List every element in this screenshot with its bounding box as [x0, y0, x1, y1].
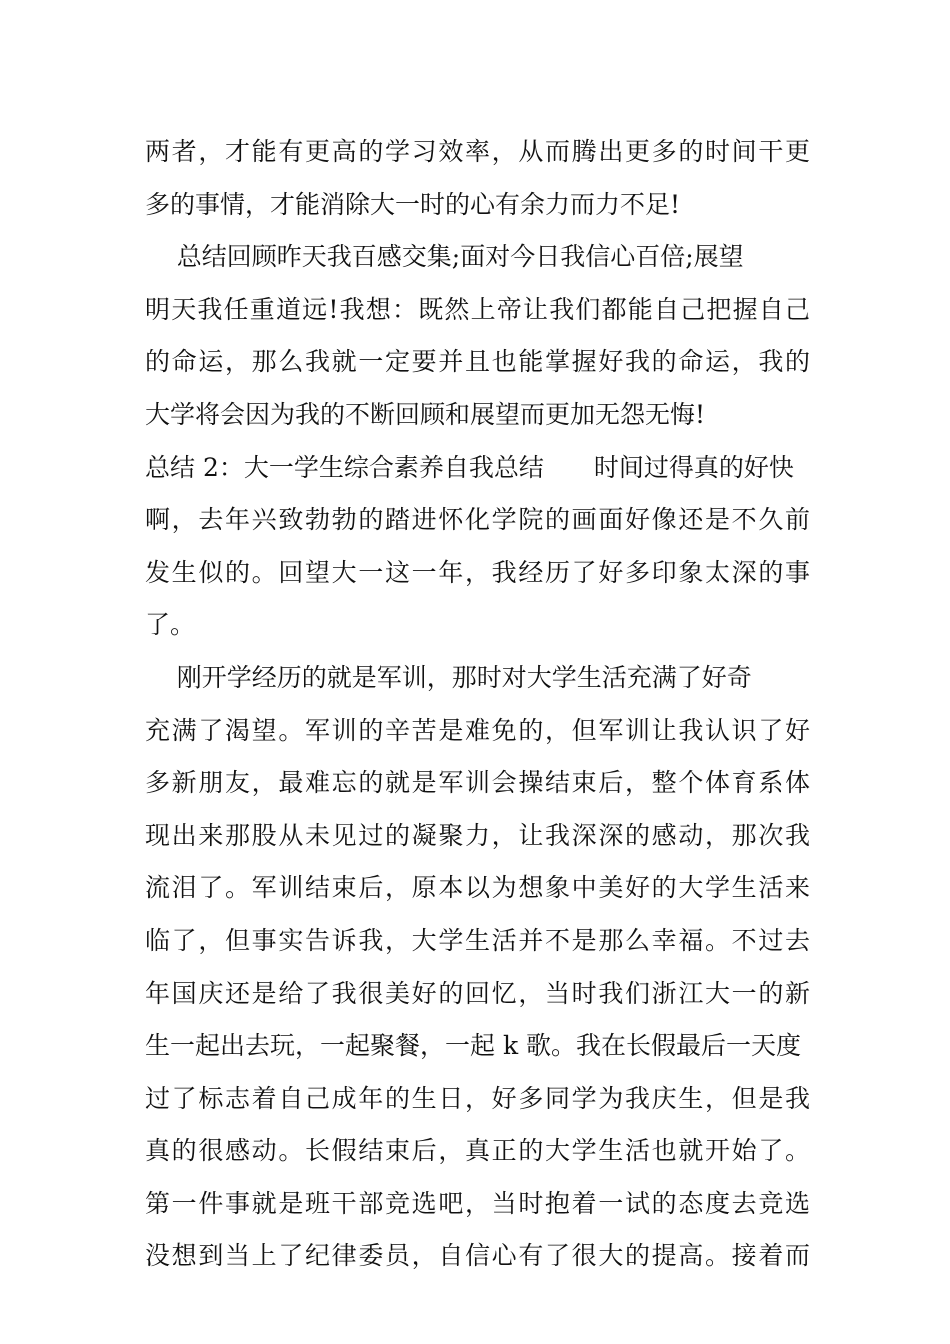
paragraph-start-line: 总结回顾昨天我百感交集;面对今日我信心百倍;展望 [145, 242, 744, 272]
text-line: 充满了渴望。军训的辛苦是难免的，但军训让我认识了好 [145, 715, 810, 745]
text-line: 真的很感动。长假结束后，真正的大学生活也就开始了。 [145, 1136, 810, 1166]
text-line: 第一件事就是班干部竞选吧，当时抱着一试的态度去竞选 [145, 1188, 810, 1218]
text-line: 现出来那股从未见过的凝聚力，让我深深的感动，那次我 [145, 820, 810, 850]
text-line: 的命运，那么我就一定要并且也能掌握好我的命运，我的 [145, 347, 810, 377]
text-line: 大学将会因为我的不断回顾和展望而更加无怨无悔! [145, 399, 706, 429]
text-line: 生一起出去玩，一起聚餐，一起 k 歌。我在长假最后一天度 [145, 1031, 802, 1061]
text-line: 明天我任重道远!我想：既然上帝让我们都能自己把握自己 [145, 294, 810, 324]
section-heading-line: 总结 2：大一学生综合素养自我总结 时间过得真的好快 [145, 452, 794, 482]
text-line: 多新朋友，最难忘的就是军训会操结束后，整个体育系体 [145, 768, 810, 798]
body-text [145, 126, 810, 1283]
text-line: 啊，去年兴致勃勃的踏进怀化学院的画面好像还是不久前 [145, 505, 810, 535]
text-line: 两者，才能有更高的学习效率，从而腾出更多的时间干更 [145, 137, 810, 166]
text-line: 过了标志着自己成年的生日，好多同学为我庆生，但是我 [145, 1083, 810, 1113]
paragraph-start-line: 刚开学经历的就是军训，那时对大学生活充满了好奇 [145, 662, 752, 692]
text-line: 多的事情，才能消除大一时的心有余力而力不足! [145, 189, 681, 219]
text-line: 临了，但事实告诉我，大学生活并不是那么幸福。不过去 [145, 925, 810, 955]
text-line: 了。 [145, 610, 196, 640]
text-line: 年国庆还是给了我很美好的回忆，当时我们浙江大一的新 [145, 978, 810, 1008]
text-line: 发生似的。回望大一这一年，我经历了好多印象太深的事 [145, 557, 810, 587]
text-line: 流泪了。军训结束后，原本以为想象中美好的大学生活来 [145, 873, 810, 903]
text-line: 没想到当上了纪律委员，自信心有了很大的提高。接着而 [145, 1241, 810, 1271]
